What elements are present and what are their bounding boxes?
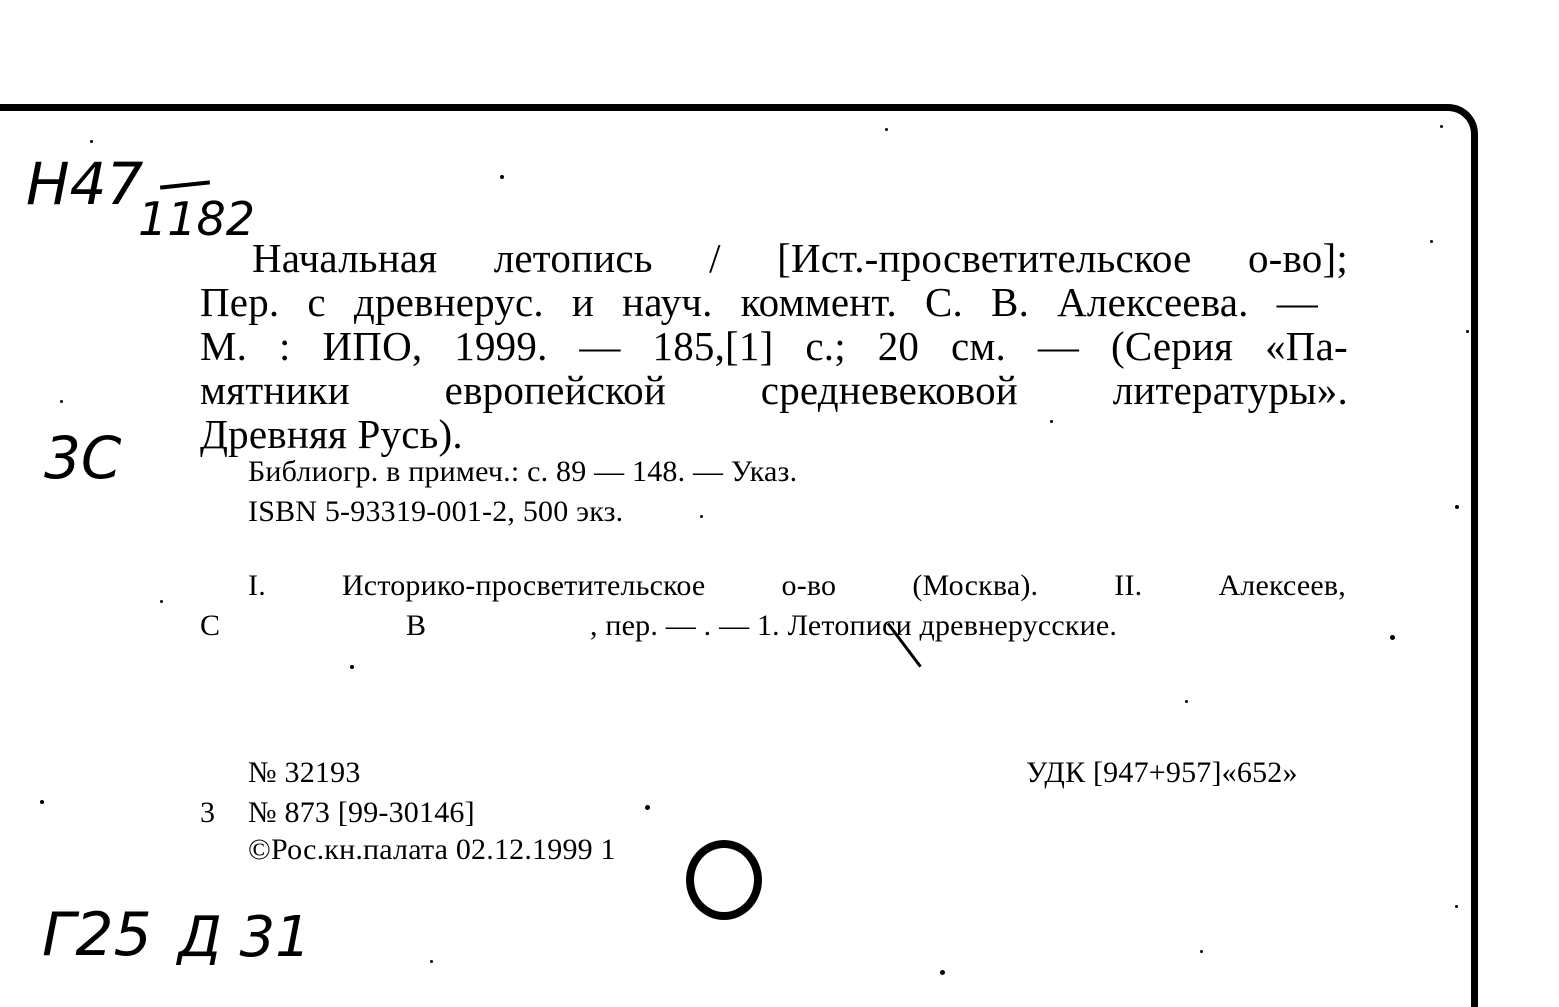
scan-speck [60, 400, 63, 403]
entry-word: и [571, 279, 595, 325]
scan-speck [885, 128, 888, 131]
tracing-word: Историко-просветительское [341, 569, 706, 602]
entry-word: древнерус. [353, 279, 544, 325]
tracings-line-2-subjects: , пер. — . — 1. Летописи древнерусские. [590, 609, 1118, 642]
isbn-line: ISBN 5-93319-001-2, 500 экз. [248, 495, 624, 528]
scan-speck [1455, 905, 1458, 908]
scan-speck [1200, 950, 1203, 953]
entry-word: 20 [877, 323, 920, 369]
handwritten-shelfmark-top: Н47 [26, 150, 144, 218]
entry-word: ИПО, [322, 323, 423, 369]
tracing-word: Алексеев, [1218, 569, 1346, 602]
scan-speck [1050, 420, 1053, 423]
entry-word: (Серия [1110, 323, 1234, 369]
scan-speck [40, 800, 44, 804]
entry-word: «Па- [1265, 323, 1348, 369]
scan-speck [1185, 700, 1188, 703]
scan-speck [160, 600, 163, 603]
entry-word: европейской [444, 367, 666, 413]
tracing-word: I. [248, 569, 266, 602]
entry-line-4 [200, 368, 1348, 412]
handwritten-class-mark: 3С [44, 424, 122, 492]
entry-word: науч. [622, 279, 713, 325]
entry-word: средневековой [760, 367, 1018, 413]
scan-speck [940, 970, 945, 975]
handwritten-shelfmark-bottom-second: Д 31 [178, 905, 311, 970]
bibliography-note: Библиогр. в примеч.: с. 89 — 148. — Указ. [248, 455, 798, 488]
entry-word: С. [924, 279, 963, 325]
entry-line-3 [200, 324, 1348, 368]
registration-number: № 873 [99-30146] [248, 796, 475, 829]
tracing-word: II. [1114, 569, 1143, 602]
scan-speck [1430, 240, 1433, 243]
scan-speck [1466, 330, 1469, 333]
entry-word: коммент. [740, 279, 897, 325]
entry-word: М. [200, 323, 248, 369]
entry-word: летопись [493, 235, 653, 281]
entry-word: мятники [200, 367, 350, 413]
entry-word: см. [951, 323, 1006, 369]
entry-word: — [579, 323, 621, 369]
entry-word: Пер. [200, 279, 280, 325]
scan-speck [90, 140, 93, 143]
scan-speck [430, 960, 433, 963]
tracings-line-2-initial-v: В [406, 609, 427, 642]
entry-word: с [307, 279, 326, 325]
footer-prefix: 3 [200, 796, 216, 829]
entry-line-1 [252, 236, 1348, 280]
handwritten-shelfmark-number: 1182 [138, 192, 256, 246]
entry-word: — [1037, 323, 1080, 369]
entry-word: В. [991, 279, 1030, 325]
punched-hole-circle [686, 840, 762, 920]
scan-speck [645, 805, 650, 810]
scan-speck [1440, 125, 1443, 128]
card-number: № 32193 [248, 756, 361, 789]
scan-speck [1390, 635, 1395, 640]
entry-word: : [279, 323, 291, 369]
scan-speck [500, 175, 504, 179]
tracing-word: о-во [781, 569, 837, 602]
tracing-word: (Москва). [912, 569, 1039, 602]
entry-word: / [709, 235, 721, 281]
scan-speck [700, 515, 703, 518]
entry-word: [Ист.-просветительское [777, 235, 1192, 281]
entry-word: — [1276, 279, 1318, 325]
tracings-line-1 [248, 570, 1346, 602]
copyright-line: ©Рос.кн.палата 02.12.1999 1 [248, 833, 616, 866]
udc-classification: УДК [947+957]«652» [1026, 756, 1298, 789]
entry-word: 185,[1] [652, 323, 774, 369]
entry-word: с.; [805, 323, 846, 369]
entry-word: 1999. [454, 323, 548, 369]
scan-speck [350, 665, 354, 669]
entry-word: Алексеева. [1057, 279, 1249, 325]
scan-speck [1455, 505, 1459, 509]
entry-word: Начальная [252, 235, 438, 281]
entry-line-5: Древняя Русь). [200, 411, 463, 457]
tracings-line-2-initial-s: С [200, 609, 221, 642]
entry-word: о-во]; [1247, 235, 1348, 281]
entry-line-2 [200, 280, 1318, 324]
handwritten-shelfmark-bottom: Г25 [42, 900, 152, 970]
entry-word: литературы». [1112, 367, 1348, 413]
